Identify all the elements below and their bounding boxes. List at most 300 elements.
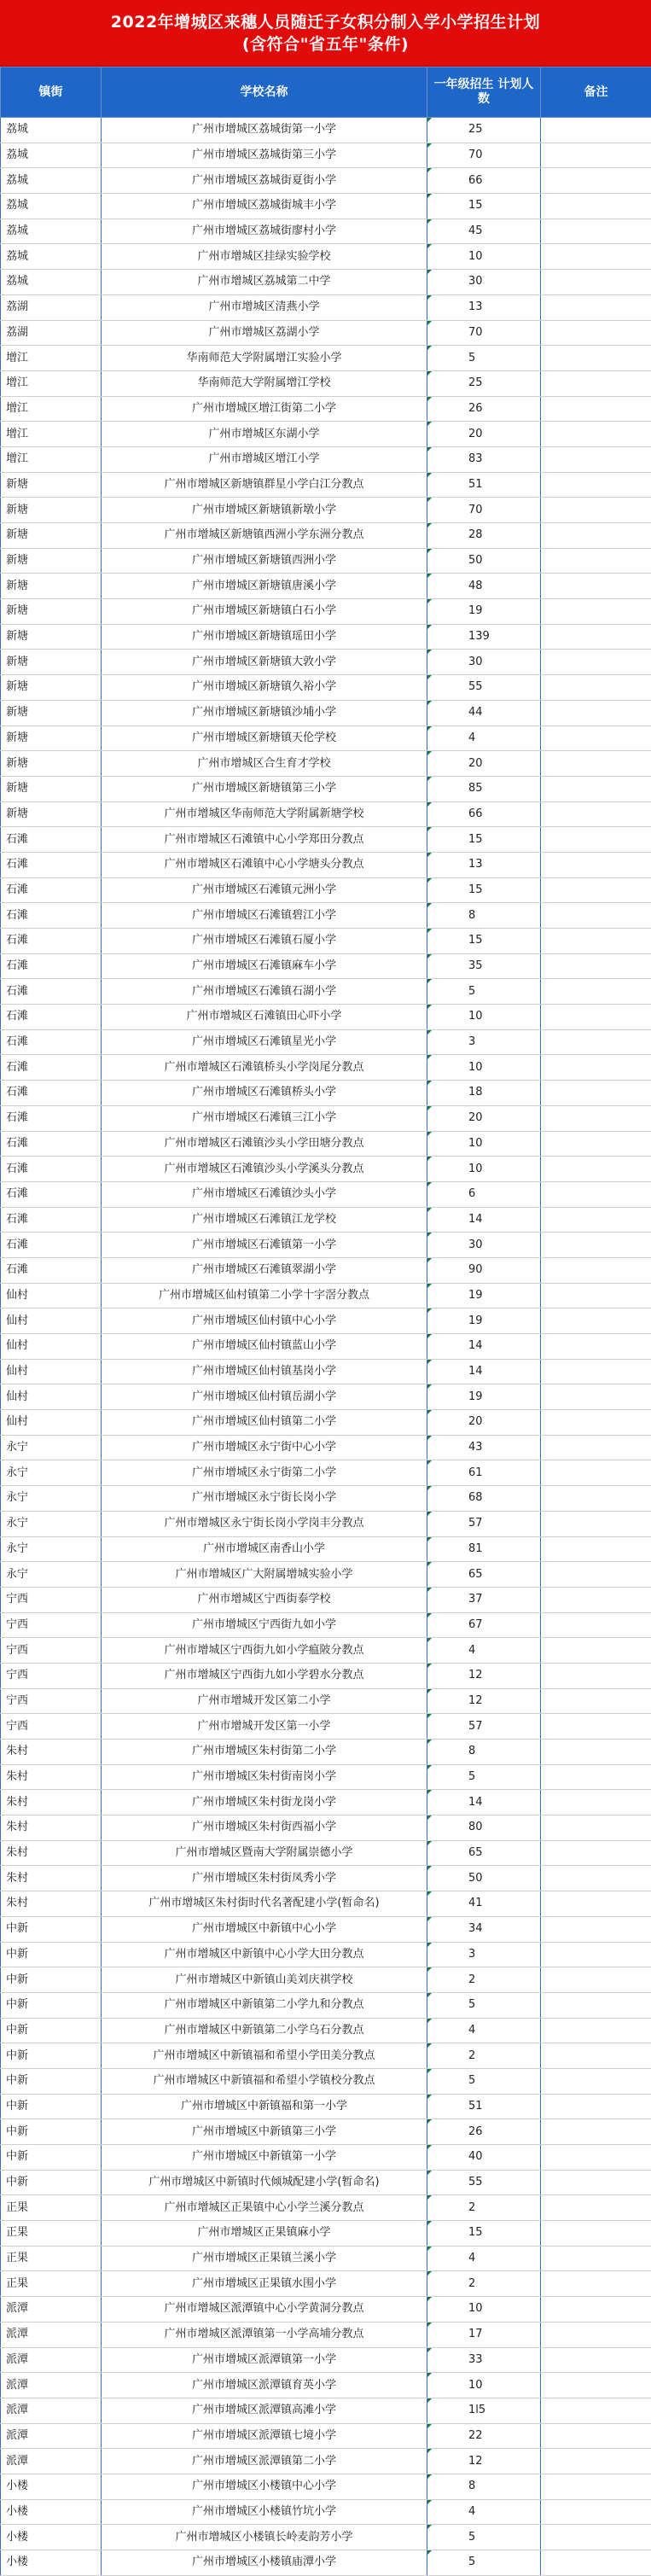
cell-enrollment-count (427, 1334, 541, 1360)
cell-enrollment-count (427, 2373, 541, 2398)
cell-note (541, 2119, 651, 2145)
cell-school-name: 广州市增城区新塘镇第三小学 (102, 776, 427, 801)
number-format-indicator (427, 2171, 432, 2175)
cell-school-name: 广州市增城区小楼镇长岭麦韵芳小学 (102, 2525, 427, 2550)
table-row (1, 1207, 651, 1233)
cell-enrollment-count (427, 2297, 541, 2322)
cell-school-name: 广州市增城区石滩镇麻车小学 (102, 953, 427, 979)
cell-note (541, 1435, 651, 1460)
number-format-indicator (427, 979, 432, 983)
count-value: 83 (468, 452, 483, 465)
cell-note (541, 1562, 651, 1588)
cell-school-name: 广州市增城区朱村街凤秀小学 (102, 1866, 427, 1891)
title-line-2: (含符合"省五年"条件) (242, 33, 409, 55)
cell-town: 石滩 (1, 1005, 102, 1030)
table-row (1, 2423, 651, 2449)
cell-town: 新塘 (1, 700, 102, 726)
cell-note (541, 650, 651, 675)
count-value: 12 (468, 1694, 483, 1707)
cell-note (541, 1486, 651, 1512)
page-title (0, 0, 651, 67)
cell-school-name: 广州市增城区石滩镇中心小学郑田分教点 (102, 827, 427, 853)
cell-enrollment-count (427, 1257, 541, 1283)
cell-town: 小楼 (1, 2474, 102, 2499)
cell-school-name: 广州市增城区石滩镇沙头小学田塘分教点 (102, 1131, 427, 1157)
count-value: 13 (468, 300, 483, 313)
number-format-indicator (427, 1258, 432, 1262)
cell-school-name: 广州市增城区荔城街廖村小学 (102, 219, 427, 244)
number-format-indicator (427, 1106, 432, 1110)
cell-enrollment-count (427, 2068, 541, 2094)
table-row (1, 1435, 651, 1460)
number-format-indicator (427, 498, 432, 502)
cell-note (541, 1081, 651, 1106)
cell-enrollment-count (427, 776, 541, 801)
count-value: 45 (468, 224, 483, 237)
table-row (1, 118, 651, 143)
cell-enrollment-count (427, 2246, 541, 2271)
cell-town: 永宁 (1, 1460, 102, 1486)
cell-town: 朱村 (1, 1764, 102, 1790)
cell-school-name: 广州市增城区新塘镇西洲小学东洲分教点 (102, 523, 427, 549)
cell-enrollment-count (427, 1460, 541, 1486)
cell-enrollment-count (427, 270, 541, 295)
table-row (1, 2499, 651, 2525)
cell-note (541, 751, 651, 777)
cell-school-name: 广州市增城区石滩镇江龙学校 (102, 1207, 427, 1233)
table-row (1, 396, 651, 422)
cell-note (541, 1207, 651, 1233)
cell-town: 新塘 (1, 523, 102, 549)
count-value: 18 (468, 1086, 483, 1099)
table-row (1, 1181, 651, 1207)
cell-school-name: 广州市增城区新塘镇大敦小学 (102, 650, 427, 675)
count-value: 57 (468, 1720, 483, 1733)
count-value: 30 (468, 275, 483, 288)
cell-enrollment-count (427, 2221, 541, 2247)
number-format-indicator (427, 1233, 432, 1237)
cell-note (541, 523, 651, 549)
cell-town: 中新 (1, 2018, 102, 2043)
cell-town: 派潭 (1, 2297, 102, 2322)
number-format-indicator (427, 751, 432, 755)
table-row (1, 1486, 651, 1512)
cell-note (541, 1029, 651, 1055)
cell-enrollment-count (427, 2322, 541, 2347)
number-format-indicator (427, 1815, 432, 1820)
count-value: 5 (468, 985, 475, 998)
cell-town: 宁西 (1, 1587, 102, 1612)
cell-enrollment-count (427, 751, 541, 777)
cell-town: 石滩 (1, 827, 102, 853)
cell-note (541, 118, 651, 143)
cell-enrollment-count (427, 574, 541, 599)
cell-school-name: 广州市增城开发区第二小学 (102, 1688, 427, 1714)
cell-enrollment-count (427, 1157, 541, 1182)
count-value: 20 (468, 1111, 483, 1124)
count-value: 50 (468, 1872, 483, 1885)
table-row (1, 700, 651, 726)
cell-note (541, 346, 651, 371)
cell-enrollment-count (427, 1688, 541, 1714)
cell-note (541, 1891, 651, 1917)
cell-note (541, 1283, 651, 1308)
cell-school-name: 广州市增城区宁西街泰学校 (102, 1587, 427, 1612)
cell-note (541, 320, 651, 346)
cell-enrollment-count (427, 1764, 541, 1790)
cell-enrollment-count (427, 1612, 541, 1638)
number-format-indicator (427, 625, 432, 629)
count-value: 15 (468, 199, 483, 212)
count-value: 19 (468, 1314, 483, 1327)
cell-town: 石滩 (1, 1157, 102, 1182)
table-row (1, 2094, 651, 2119)
cell-note (541, 877, 651, 903)
cell-town: 正果 (1, 2246, 102, 2271)
table-row (1, 1283, 651, 1308)
number-format-indicator (427, 2500, 432, 2504)
cell-school-name: 广州市增城区永宁街第二小学 (102, 1460, 427, 1486)
table-row (1, 1740, 651, 1765)
number-format-indicator (427, 219, 432, 224)
number-format-indicator (427, 2348, 432, 2352)
cell-school-name: 广州市增城区新塘镇唐溪小学 (102, 574, 427, 599)
number-format-indicator (427, 1588, 432, 1592)
cell-school-name: 广州市增城区石滩镇星光小学 (102, 1029, 427, 1055)
number-format-indicator (427, 2019, 432, 2023)
count-value: 19 (468, 604, 483, 617)
cell-enrollment-count (427, 2043, 541, 2069)
cell-school-name: 广州市增城区荔城街第三小学 (102, 143, 427, 168)
cell-note (541, 1131, 651, 1157)
table-row (1, 1384, 651, 1410)
count-value: 5 (468, 352, 475, 364)
table-row (1, 2550, 651, 2576)
count-value: 10 (468, 2379, 483, 2392)
number-format-indicator (427, 1917, 432, 1921)
cell-town: 中新 (1, 1942, 102, 1967)
cell-town: 中新 (1, 1916, 102, 1942)
count-value: 61 (468, 1466, 483, 1479)
cell-note (541, 2246, 651, 2271)
table-row (1, 650, 651, 675)
cell-note (541, 1157, 651, 1182)
cell-town: 朱村 (1, 1840, 102, 1866)
cell-enrollment-count (427, 346, 541, 371)
cell-enrollment-count (427, 2550, 541, 2576)
count-value: 15 (468, 2226, 483, 2239)
cell-enrollment-count (427, 2449, 541, 2474)
cell-school-name: 广州市增城区华南师范大学附属新塘学校 (102, 801, 427, 827)
count-value: 26 (468, 402, 483, 415)
cell-note (541, 168, 651, 194)
cell-school-name: 广州市增城开发区第一小学 (102, 1714, 427, 1740)
count-value: 15 (468, 883, 483, 896)
cell-enrollment-count (427, 1511, 541, 1536)
count-value: 55 (468, 2176, 483, 2188)
table-row (1, 498, 651, 523)
table-row (1, 1005, 651, 1030)
cell-town: 永宁 (1, 1511, 102, 1536)
cell-town: 荔湖 (1, 320, 102, 346)
table-row (1, 2297, 651, 2322)
number-format-indicator (427, 777, 432, 781)
cell-enrollment-count (427, 2271, 541, 2297)
table-row (1, 1688, 651, 1714)
count-value: 4 (468, 731, 475, 744)
count-value: 6 (468, 1187, 475, 1200)
cell-enrollment-count (427, 1486, 541, 1512)
cell-enrollment-count (427, 624, 541, 650)
cell-note (541, 2499, 651, 2525)
cell-town: 仙村 (1, 1334, 102, 1360)
count-value: 68 (468, 1491, 483, 1504)
cell-note (541, 1105, 651, 1131)
cell-enrollment-count (427, 700, 541, 726)
cell-enrollment-count (427, 118, 541, 143)
count-value: 5 (468, 2556, 475, 2568)
number-format-indicator (427, 2221, 432, 2225)
table-row (1, 1790, 651, 1815)
table-row (1, 1587, 651, 1612)
table-row (1, 1410, 651, 1436)
cell-note (541, 852, 651, 877)
cell-note (541, 2195, 651, 2221)
number-format-indicator (427, 1055, 432, 1059)
cell-school-name: 广州市增城区中新镇第二小学乌石分教点 (102, 2018, 427, 2043)
cell-enrollment-count (427, 219, 541, 244)
cell-note (541, 2170, 651, 2195)
cell-enrollment-count (427, 852, 541, 877)
cell-enrollment-count (427, 1005, 541, 1030)
cell-school-name: 广州市增城区新塘镇天伦学校 (102, 726, 427, 751)
cell-enrollment-count (427, 548, 541, 574)
number-format-indicator (427, 701, 432, 705)
cell-town: 宁西 (1, 1714, 102, 1740)
cell-school-name: 广州市增城区派潭镇第一小学 (102, 2347, 427, 2373)
number-format-indicator (427, 650, 432, 654)
number-format-indicator (427, 194, 432, 198)
count-value: 14 (468, 1213, 483, 1226)
cell-note (541, 1688, 651, 1714)
cell-school-name: 广州市增城区中新镇中心小学大田分教点 (102, 1942, 427, 1967)
table-row (1, 2068, 651, 2094)
header-count: 一年级招生 计划人数 (427, 67, 541, 118)
cell-note (541, 726, 651, 751)
number-format-indicator (427, 1993, 432, 1997)
table-row (1, 1663, 651, 1688)
number-format-indicator (427, 523, 432, 527)
number-format-indicator (427, 2119, 432, 2124)
cell-enrollment-count (427, 320, 541, 346)
cell-note (541, 801, 651, 827)
cell-note (541, 1714, 651, 1740)
cell-school-name: 广州市增城区仙村镇蓝山小学 (102, 1334, 427, 1360)
number-format-indicator (427, 549, 432, 553)
cell-note (541, 1308, 651, 1334)
cell-town: 石滩 (1, 979, 102, 1005)
number-format-indicator (427, 1157, 432, 1161)
cell-school-name: 广州市增城区石滩镇翠湖小学 (102, 1257, 427, 1283)
count-value: 67 (468, 1618, 483, 1631)
table-row (1, 776, 651, 801)
count-value: 4 (468, 2024, 475, 2037)
count-value: 2 (468, 1973, 475, 1986)
table-row (1, 2246, 651, 2271)
cell-town: 仙村 (1, 1308, 102, 1334)
cell-school-name: 广州市增城区新塘镇西洲小学 (102, 548, 427, 574)
number-format-indicator (427, 2373, 432, 2377)
cell-town: 小楼 (1, 2525, 102, 2550)
number-format-indicator (427, 954, 432, 959)
table-row (1, 370, 651, 396)
table-row (1, 1081, 651, 1106)
cell-school-name: 广州市增城区宁西街九如小学 (102, 1612, 427, 1638)
table-row (1, 827, 651, 853)
table-row (1, 1714, 651, 1740)
number-format-indicator (427, 574, 432, 578)
number-format-indicator (427, 1334, 432, 1338)
count-value: 10 (468, 1163, 483, 1175)
cell-enrollment-count (427, 650, 541, 675)
cell-note (541, 827, 651, 853)
cell-note (541, 1866, 651, 1891)
cell-town: 新塘 (1, 801, 102, 827)
cell-school-name: 广州市增城区派潭镇第二小学 (102, 2449, 427, 2474)
count-value: 70 (468, 504, 483, 516)
cell-note (541, 244, 651, 270)
table-row (1, 2525, 651, 2550)
cell-school-name: 广州市增城区永宁街长岗小学岗丰分教点 (102, 1511, 427, 1536)
cell-town: 宁西 (1, 1612, 102, 1638)
cell-school-name: 广州市增城区正果镇水围小学 (102, 2271, 427, 2297)
count-value: 4 (468, 2505, 475, 2518)
table-row (1, 1308, 651, 1334)
cell-school-name: 广州市增城区石滩镇碧江小学 (102, 903, 427, 929)
cell-town: 仙村 (1, 1359, 102, 1384)
cell-school-name: 广州市增城区宁西街九如小学碧水分教点 (102, 1663, 427, 1688)
number-format-indicator (427, 2322, 432, 2327)
cell-town: 派潭 (1, 2373, 102, 2398)
cell-note (541, 2423, 651, 2449)
cell-town: 宁西 (1, 1663, 102, 1688)
cell-school-name: 广州市增城区宁西街九如小学瘟陂分教点 (102, 1638, 427, 1664)
cell-school-name: 广州市增城区新塘镇白石小学 (102, 599, 427, 625)
number-format-indicator (427, 1765, 432, 1769)
cell-school-name: 广州市增城区石滩镇桥头小学岗尾分教点 (102, 1055, 427, 1081)
count-value: 22 (468, 2429, 483, 2442)
cell-note (541, 422, 651, 447)
cell-town: 派潭 (1, 2347, 102, 2373)
number-format-indicator (427, 1714, 432, 1718)
cell-enrollment-count (427, 1916, 541, 1942)
cell-note (541, 599, 651, 625)
table-row (1, 2170, 651, 2195)
count-value: 139 (468, 630, 490, 643)
cell-town: 朱村 (1, 1790, 102, 1815)
number-format-indicator (427, 118, 432, 122)
cell-town: 中新 (1, 2170, 102, 2195)
cell-note (541, 1334, 651, 1360)
cell-school-name: 广州市增城区暨南大学附属崇德小学 (102, 1840, 427, 1866)
cell-note (541, 1815, 651, 1841)
cell-enrollment-count (427, 1283, 541, 1308)
number-format-indicator (427, 1081, 432, 1085)
count-value: 19 (468, 1390, 483, 1403)
cell-school-name: 广州市增城区荔湖小学 (102, 320, 427, 346)
cell-school-name: 广州市增城区新塘镇瑶田小学 (102, 624, 427, 650)
table-row (1, 599, 651, 625)
cell-note (541, 903, 651, 929)
cell-note (541, 446, 651, 472)
cell-town: 新塘 (1, 472, 102, 498)
count-value: 65 (468, 1568, 483, 1581)
table-row (1, 1562, 651, 1588)
number-format-indicator (427, 2043, 432, 2048)
cell-note (541, 270, 651, 295)
cell-note (541, 1764, 651, 1790)
cell-note (541, 2449, 651, 2474)
cell-enrollment-count (427, 1587, 541, 1612)
count-value: 13 (468, 858, 483, 871)
table-row (1, 574, 651, 599)
count-value: 30 (468, 1238, 483, 1251)
count-value: 70 (468, 149, 483, 161)
number-format-indicator (427, 903, 432, 907)
count-value: 33 (468, 2353, 483, 2366)
table-row (1, 1334, 651, 1360)
cell-town: 石滩 (1, 852, 102, 877)
cell-note (541, 1511, 651, 1536)
count-value: 20 (468, 428, 483, 440)
cell-enrollment-count (427, 1967, 541, 1993)
cell-enrollment-count (427, 1055, 541, 1081)
cell-note (541, 1384, 651, 1410)
number-format-indicator (427, 1891, 432, 1896)
number-format-indicator (427, 802, 432, 807)
cell-school-name: 华南师范大学附属增江学校 (102, 370, 427, 396)
cell-note (541, 1257, 651, 1283)
cell-school-name: 广州市增城区中新镇福和希望小学镇校分教点 (102, 2068, 427, 2094)
cell-note (541, 675, 651, 701)
cell-school-name: 广州市增城区新塘镇新墩小学 (102, 498, 427, 523)
cell-school-name: 广州市增城区中新镇第三小学 (102, 2119, 427, 2145)
cell-town: 永宁 (1, 1562, 102, 1588)
count-value: 41 (468, 1897, 483, 1909)
number-format-indicator (427, 2069, 432, 2073)
cell-note (541, 1840, 651, 1866)
table-row (1, 244, 651, 270)
number-format-indicator (427, 929, 432, 933)
cell-school-name: 广州市增城区石滩镇中心小学塘头分教点 (102, 852, 427, 877)
table-row (1, 852, 651, 877)
count-value: 43 (468, 1441, 483, 1454)
cell-enrollment-count (427, 1891, 541, 1917)
table-row (1, 1359, 651, 1384)
count-value: 5 (468, 2531, 475, 2544)
table-row (1, 2018, 651, 2043)
table-row (1, 1840, 651, 1866)
number-format-indicator (427, 1005, 432, 1009)
cell-school-name: 广州市增城区仙村镇第二小学十字滘分教点 (102, 1283, 427, 1308)
cell-school-name: 广州市增城区石滩镇沙头小学溪头分教点 (102, 1157, 427, 1182)
cell-town: 石滩 (1, 1207, 102, 1233)
cell-note (541, 1587, 651, 1612)
count-value: 25 (468, 123, 483, 136)
number-format-indicator (427, 599, 432, 603)
count-value: 28 (468, 528, 483, 541)
number-format-indicator (427, 1613, 432, 1617)
